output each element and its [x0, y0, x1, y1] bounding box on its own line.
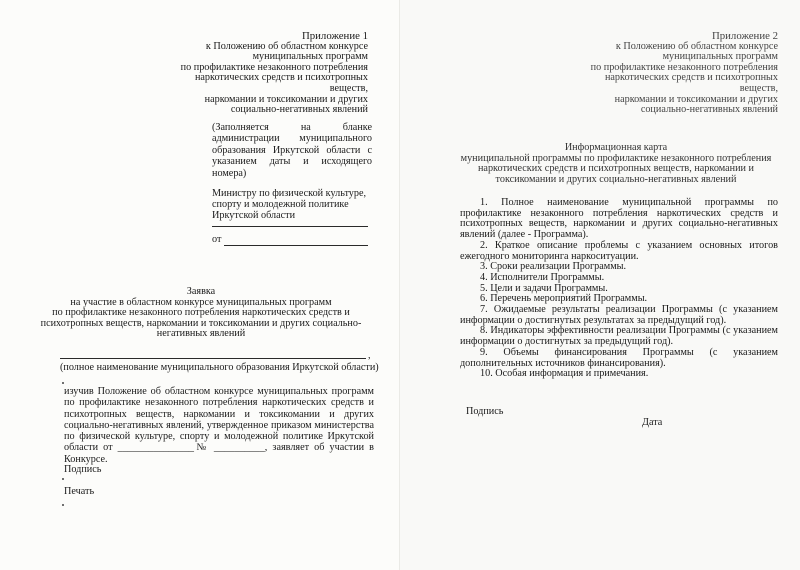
appendix-2-header	[588, 31, 778, 116]
appendix-line: к Положению об областном конкурсе	[615, 40, 778, 52]
appendix-line: социально-негативных явлений	[640, 104, 778, 116]
appendix-line: Приложение 1	[301, 30, 368, 42]
note-line: образования Иркутской области с	[212, 144, 372, 156]
from-blank-line	[224, 245, 368, 246]
appendix-line: наркомании и токсикомании и других	[204, 93, 368, 105]
appendix-line: Приложение 2	[711, 30, 778, 42]
addressee-block	[212, 188, 382, 222]
card-title-line: наркотических средств и психотропных веществ, наркомании и	[477, 163, 754, 175]
municipality-caption: (полное наименование муниципального образования Иркутской области)	[60, 362, 379, 373]
application-header	[40, 287, 362, 340]
punch-mark	[62, 478, 64, 480]
application-subtitle-line: негативных явлений	[156, 328, 246, 339]
list-item: 6. Перечень мероприятий Программы.	[480, 293, 648, 305]
list-item: 2. Краткое описание проблемы с указанием основных итогов ежегодного мониторинга наркоситуации.	[460, 239, 778, 262]
appendix-line: муниципальных программ	[662, 51, 778, 63]
comma-mark: ,	[368, 350, 371, 361]
note-line: (Заполняется на бланке	[212, 122, 372, 133]
list-item: 10. Особая информация и примечания.	[480, 368, 649, 380]
punch-mark	[62, 382, 64, 384]
appendix-line: наркотических средств и психотропных веществ,	[604, 72, 778, 94]
info-card-items	[460, 198, 778, 380]
list-item: 9. Объемы финансирования Программы (с указанием дополнительных источников финансирования).	[460, 346, 778, 369]
appendix-line: по профилактике незаконного потребления	[590, 61, 778, 73]
note-line: указанием даты и исходящего	[212, 156, 372, 168]
stamp-label: Печать	[64, 486, 95, 497]
signature-label: Подпись	[466, 406, 504, 417]
note-line: администрации муниципального	[212, 133, 372, 145]
addressee-line: Министру по физической культуре,	[212, 188, 367, 199]
list-item: 5. Цели и задачи Программы.	[480, 282, 608, 294]
application-body-text: изучив Положение об областном конкурсе муниципальных программ по профилактике незаконного потребления наркотических средств и психотропных веществ, наркомании и токсикомании и других социально-негативных явлений, утвержденное приказом министерства по физической культуре, спорту и молодежной политике Иркутской области от _______________№ __________, заявляет об участии в Конкурсе.	[64, 386, 374, 465]
list-item: 3. Сроки реализации Программы.	[480, 261, 627, 273]
letterhead-note	[212, 122, 372, 179]
appendix-line: наркомании и токсикомании и других	[614, 93, 778, 105]
appendix-line: по профилактике незаконного потребления	[180, 61, 368, 73]
signature-label: Подпись	[64, 464, 102, 475]
appendix-1-header	[180, 31, 368, 116]
addressee-line: спорту и молодежной политике	[212, 199, 349, 211]
from-label: от	[212, 234, 222, 245]
application-subtitle-line: психотропных веществ, наркомании и токсикомании и других социально-	[40, 317, 362, 329]
card-title-line: Информационная карта	[564, 142, 668, 153]
card-title-line: муниципальной программы по профилактике незаконного потребления	[460, 152, 772, 164]
info-card-title	[450, 143, 782, 185]
appendix-line: социально-негативных явлений	[230, 104, 368, 116]
application-title: Заявка	[186, 286, 216, 297]
addressee-line: Иркутской области	[212, 210, 296, 222]
appendix-line: наркотических средств и психотропных веществ,	[194, 72, 368, 94]
municipality-blank-line	[60, 358, 366, 359]
appendix-line: к Положению об областном конкурсе	[205, 40, 368, 52]
addressee-blank-line	[212, 226, 368, 227]
note-line: номера)	[212, 167, 247, 179]
list-item: 7. Ожидаемые результаты реализации Программы (с указанием информации о достигнутых результатах за предыдущий год).	[460, 304, 778, 326]
card-title-line: токсикомании и других социально-негативных явлений	[495, 173, 737, 185]
list-item: 1. Полное наименование муниципальной программы по профилактике незаконного потребления наркотических средств и психотропных веществ, наркомании и других социально-негативных явлений (далее - Программа).	[460, 197, 778, 241]
appendix-line: муниципальных программ	[252, 51, 368, 63]
list-item: 8. Индикаторы эффективности реализации Программы (с указанием информации о достигнутых за предыдущий год).	[460, 325, 778, 348]
punch-mark	[62, 504, 64, 506]
list-item: 4. Исполнители Программы.	[480, 271, 605, 283]
application-subtitle-line: по профилактике незаконного потребления наркотических средств и	[52, 307, 350, 318]
application-subtitle-line: на участие в областном конкурсе муниципальных программ	[70, 296, 332, 308]
date-label: Дата	[642, 417, 663, 428]
